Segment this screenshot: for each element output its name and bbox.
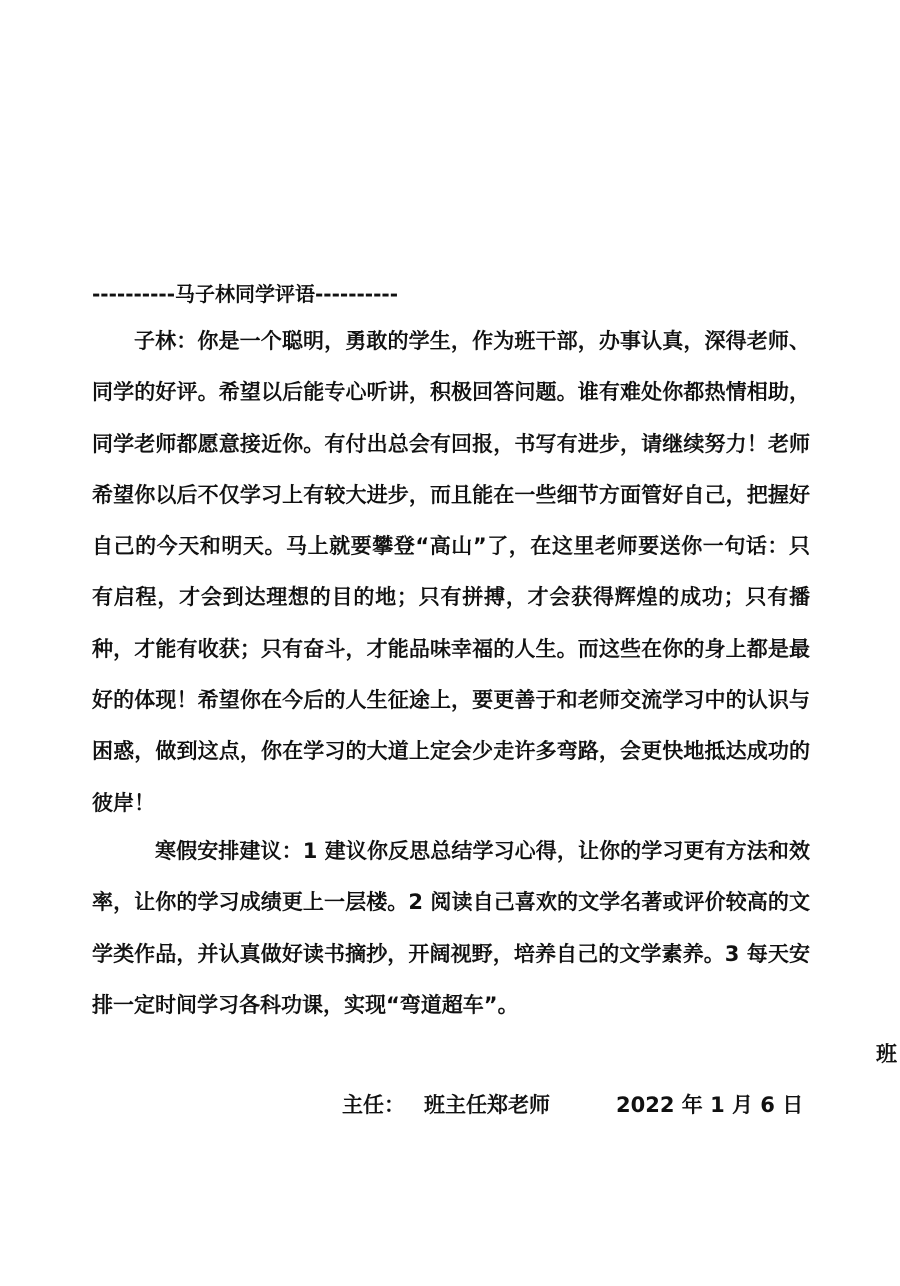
teacher-comment-paragraph: 子林：你是一个聪明，勇敢的学生，作为班干部，办事认真，深得老师、同学的好评。希望以后能专心听讲，积极回答问题。谁有难处你都热情相助，同学老师都愿意接近你。有付出总会有回报，书写有进步，请继续努力！老师希望你以后不仅学习上有较大进步，而且能在一些细节方面管好自己，把握好自己的今天和明天。马上就要攀登“高山”了，在这里老师要送你一句话：只有启程，才会到达理想的目的地；只有拼搏，才会获得辉煌的成功；只有播种，才能有收获；只有奋斗，才能品味幸福的人生。而这些在你的身上都是最好的体现！希望你在今后的人生征途上，要更善于和老师交流学习中的认识与困惑，做到这点，你在学习的大道上定会少走许多弯路，会更快地抵达成功的彼岸！ xyxy=(92,329,810,815)
signature-line xyxy=(342,1090,803,1120)
signature-date: 2022 年 1 月 6 日 xyxy=(616,1093,804,1117)
document-heading: ----------马子林同学评语---------- xyxy=(92,282,399,306)
cut-off-text: 班 xyxy=(876,1042,897,1066)
signature-role: 主任： xyxy=(342,1093,405,1117)
signature-teacher: 班主任郑老师 xyxy=(424,1093,550,1117)
winter-break-advice-paragraph: 寒假安排建议：1 建议你反思总结学习心得，让你的学习更有方法和效率，让你的学习成绩更上一层楼。2 阅读自己喜欢的文学名著或评价较高的文学类作品，并认真做好读书摘抄，开阔视野，培养自己的文学素养。3 每天安排一定时间学习各科功课，实现“弯道超车”。 xyxy=(92,839,810,1017)
